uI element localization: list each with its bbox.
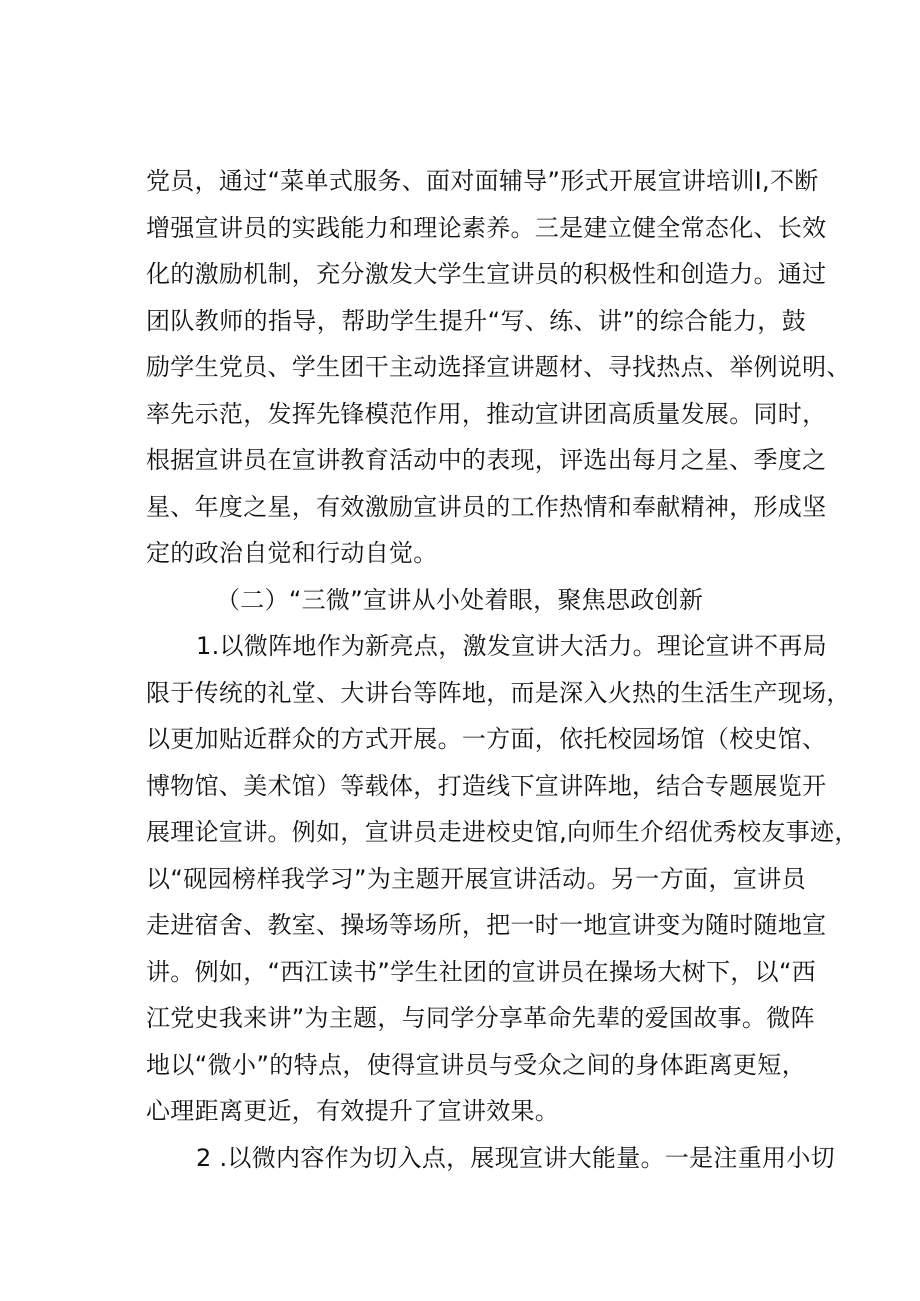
text-line: 博物馆、美术馆）等载体，打造线下宣讲阵地，结合专题展览开 xyxy=(146,771,827,800)
text-line: 以更加贴近群众的方式开展。一方面，依托校园场馆（校史馆、 xyxy=(146,725,827,753)
section-heading-text: （二）“三微”宣讲从小处着眼，聚焦思政创新 xyxy=(216,585,704,614)
text-line: 团队教师的指导，帮助学生提升“写、练、讲”的综合能力，鼓 xyxy=(146,306,806,335)
paragraph-incentive-mechanism xyxy=(146,158,851,577)
text-line: 星、年度之星，有效激励宣讲员的工作热情和奉献精神，形成坚 xyxy=(146,492,827,521)
text-line: 化的激励机制，充分激发大学生宣讲员的积极性和创造力。通过 xyxy=(146,260,827,288)
text-line: 2 .以微内容作为切入点，展现宣讲大能量。一是注重用小切 xyxy=(196,1143,835,1172)
text-line: 1.以微阵地作为新亮点，激发宣讲大活力。理论宣讲不再局 xyxy=(196,632,827,660)
text-line: 心理距离更近，有效提升了宣讲效果。 xyxy=(146,1097,560,1125)
text-line: 限于传统的礼堂、大讲台等阵地，而是深入火热的生活生产现场， xyxy=(146,678,851,707)
document-body xyxy=(146,158,859,1181)
text-line: 根据宣讲员在宣讲教育活动中的表现，评选出每月之星、季度之 xyxy=(146,446,827,474)
text-line: 励学生党员、学生团干主动选择宣讲题材、寻找热点、举例说明、 xyxy=(146,353,851,381)
text-line: 展理论宣讲。例如，宣讲员走进校史馆,向师生介绍优秀校友事迹， xyxy=(146,818,859,846)
paragraph-micro-position xyxy=(146,623,859,1135)
text-line: 率先示范，发挥先锋模范作用，推动宣讲团高质量发展。同时， xyxy=(146,399,827,428)
paragraph-micro-content xyxy=(146,1135,835,1182)
text-line: 以“砚园榜样我学习”为主题开展宣讲活动。另一方面，宣讲员 xyxy=(146,864,806,893)
text-line: 讲。例如，“西江读书”学生社团的宣讲员在操场大树下，以“西 xyxy=(146,957,816,986)
text-line: 江党史我来讲”为主题，与同学分享革命先辈的爱国故事。微阵 xyxy=(146,1004,815,1032)
text-line: 党员，通过“菜单式服务、面对面辅导”形式开展宣讲培训I,不断 xyxy=(146,167,819,195)
text-line: 定的政治自觉和行动自觉。 xyxy=(146,539,438,567)
text-line: 增强宣讲员的实践能力和理论素养。三是建立健全常态化、长效 xyxy=(146,213,827,242)
text-line: 地以“微小”的特点，使得宣讲员与受众之间的身体距离更短， xyxy=(146,1050,806,1079)
text-line: 走进宿舍、教室、操场等场所，把一时一地宣讲变为随时随地宣 xyxy=(146,911,827,939)
section-heading xyxy=(146,577,806,624)
